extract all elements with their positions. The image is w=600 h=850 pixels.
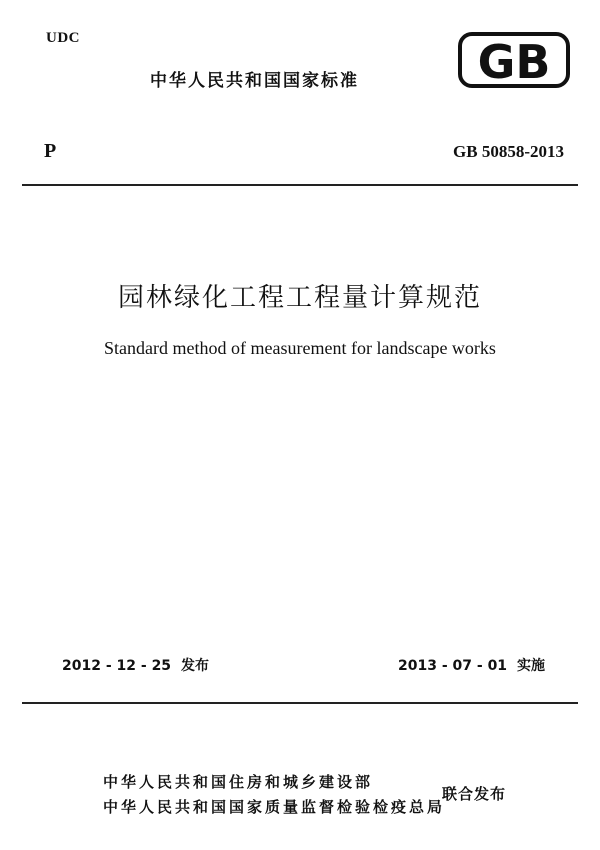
issuer-line-2: 中华人民共和国国家质量监督检验检疫总局 [103,798,446,816]
effective-date-line [398,655,545,675]
issuing-authorities [103,770,445,820]
bottom-divider [22,702,578,704]
gb-logo-icon [458,30,570,90]
effective-date: 2013 - 07 - 01 [398,658,508,674]
title-english: Standard method of measurement for landscape works [104,338,496,358]
standard-number: GB 50858-2013 [453,142,564,161]
classification-code: P [44,140,57,162]
udc-label: UDC [46,30,80,46]
issue-date: 2012 - 12 - 25 [62,658,172,674]
effective-label: 实施 [517,658,546,674]
top-divider [22,184,578,186]
issue-label: 发布 [181,658,210,674]
title-chinese: 园林绿化工程工程量计算规范 [117,283,482,313]
joint-release-label: 联合发布 [442,785,507,803]
issuer-line-1: 中华人民共和国住房和城乡建设部 [103,773,374,791]
national-standard-heading: 中华人民共和国国家标准 [150,71,359,91]
issue-date-line [62,655,209,675]
gb-logo-text: GB [477,35,551,89]
